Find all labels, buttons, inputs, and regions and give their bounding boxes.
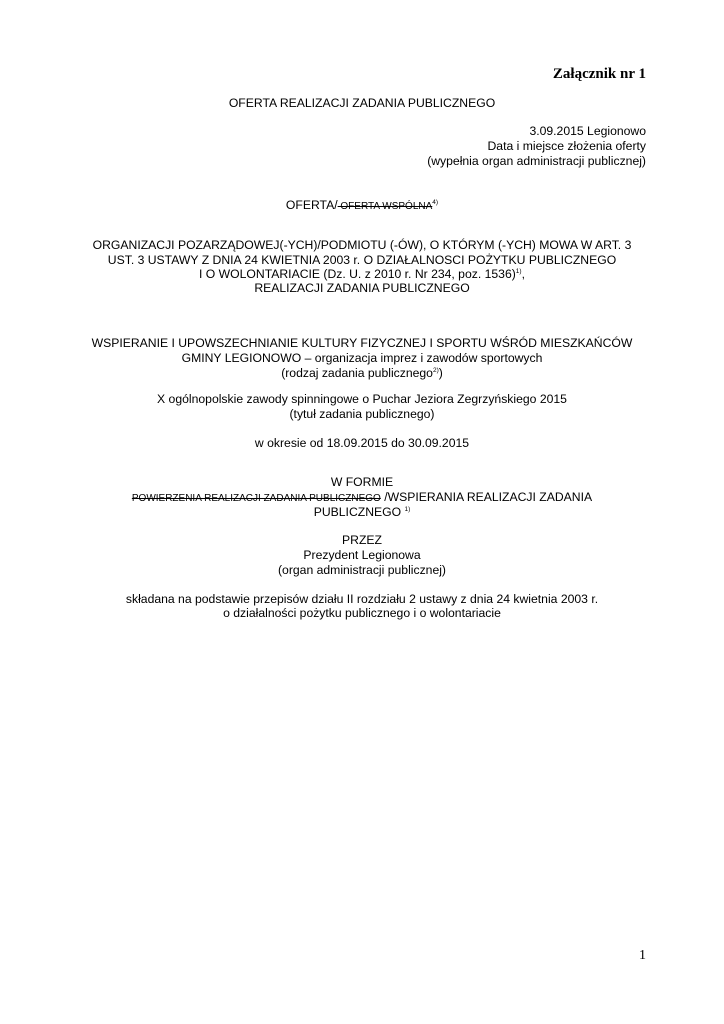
organization-line-3-text: I O WOLONTARIACIE (Dz. U. z 2010 r. Nr 234, poz. 1536)	[199, 267, 516, 281]
legal-basis-line-1: składana na podstawie przepisów działu II rozdziału 2 ustawy z dnia 24 kwietnia 2003 r.	[125, 592, 599, 606]
through-caption: (organ administracji publicznej)	[278, 563, 446, 577]
page-number: 1	[639, 948, 646, 963]
submission-caption: Data i miejsce złożenia oferty	[487, 139, 646, 153]
task-type-caption	[0, 366, 724, 381]
offer-type-footnote: 4)	[432, 198, 439, 206]
organization-footnote: 1)	[515, 267, 522, 275]
through-name: Prezydent Legionowa	[303, 548, 421, 562]
organization-line-3	[0, 267, 724, 282]
task-type-line-2: GMINY LEGIONOWO – organizacja imprez i zawodów sportowych	[181, 351, 543, 365]
submission-block	[427, 124, 646, 169]
task-title: X ogólnopolskie zawody spinningowe o Puchar Jeziora Zegrzyńskiego 2015	[157, 392, 567, 406]
submission-date-place: 3.09.2015 Legionowo	[529, 124, 646, 138]
offer-type-main: OFERTA/	[285, 198, 338, 212]
annex-label: Załącznik nr 1	[552, 66, 646, 82]
legal-basis-line-2: o działalności pożytku publicznego i o wolontariacie	[223, 606, 501, 620]
submission-note: (wypełnia organ administracji publicznej)	[427, 154, 646, 168]
form-line-2-text: PUBLICZNEGO	[313, 505, 402, 519]
offer-type-struck: OFERTA WSPÓLNA	[337, 201, 433, 212]
form-footnote: 1)	[404, 505, 411, 513]
task-type-caption-tail: )	[438, 366, 443, 380]
form-heading: W FORMIE	[330, 475, 394, 489]
organization-line-3-tail: ,	[521, 267, 525, 281]
period: w okresie od 18.09.2015 do 30.09.2015	[254, 436, 470, 450]
header-title: OFERTA REALIZACJI ZADANIA PUBLICZNEGO	[228, 96, 496, 110]
offer-type-line	[0, 198, 724, 214]
task-type-caption-text: (rodzaj zadania publicznego	[281, 366, 433, 380]
form-line-2	[0, 505, 724, 520]
through-heading: PRZEZ	[342, 533, 382, 547]
organization-line-4: REALIZACJI ZADANIA PUBLICZNEGO	[254, 281, 470, 295]
form-line-1	[0, 490, 724, 506]
task-title-caption: (tytuł zadania publicznego)	[289, 407, 435, 421]
form-struck: POWIERZENIA REALIZACJI ZADANIA PUBLICZNEGO	[131, 493, 381, 504]
organization-line-1: ORGANIZACJI POZARZĄDOWEJ(-YCH)/PODMIOTU (-ÓW), O KTÓRYM (-YCH) MOWA W ART. 3	[92, 238, 632, 252]
form-rest: /WSPIERANIA REALIZACJI ZADANIA	[380, 490, 593, 504]
task-type-line-1: WSPIERANIE I UPOWSZECHNIANIE KULTURY FIZYCZNEJ I SPORTU WŚRÓD MIESZKAŃCÓW	[91, 336, 633, 350]
organization-line-2: UST. 3 USTAWY Z DNIA 24 KWIETNIA 2003 r. O DZIAŁALNOSCI POŻYTKU PUBLICZNEGO	[107, 253, 617, 267]
task-type-footnote: 2)	[432, 366, 439, 374]
